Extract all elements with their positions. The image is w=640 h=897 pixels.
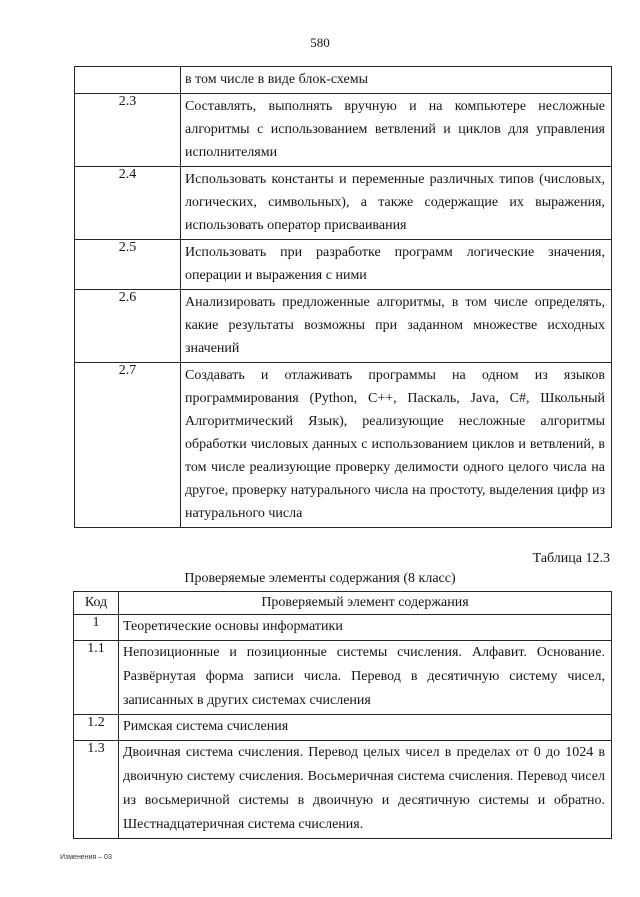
row-code: 1.3 [74, 741, 119, 839]
table-row [74, 715, 612, 741]
footer-revision: Изменения – 03 [60, 854, 112, 861]
table-row [75, 67, 612, 94]
header-element: Проверяемый элемент содержания [119, 592, 612, 615]
table-row [75, 240, 612, 290]
table-row [75, 167, 612, 240]
row-code: 2.5 [75, 240, 181, 290]
row-text: Создавать и отлаживать программы на одном из языков программирования (Python, C++, Паскаль, Java, C#, Школьный Алгоритмический Язык), реализующие несложные алгоритмы обработки числовых данных с использованием циклов и ветвлений, в том числе реализующие проверку делимости одного целого числа на другое, проверку натурального числа на простоту, выделения цифр из натурального числа [181, 363, 612, 528]
row-text: в том числе в виде блок-схемы [181, 67, 612, 94]
table-row [75, 290, 612, 363]
row-text: Римская система счисления [119, 715, 612, 741]
row-code: 1.2 [74, 715, 119, 741]
table-row [74, 741, 612, 839]
header-code: Код [74, 592, 119, 615]
table-title: Проверяемые элементы содержания (8 класс) [184, 571, 456, 586]
row-code: 2.3 [75, 94, 181, 167]
row-code: 2.4 [75, 167, 181, 240]
table-label: Таблица 12.3 [532, 551, 610, 566]
row-text: Составлять, выполнять вручную и на компьютере несложные алгоритмы с использованием ветвлений и циклов для управления исполнителями [181, 94, 612, 167]
row-text: Анализировать предложенные алгоритмы, в том числе определять, какие результаты возможны при заданном множестве исходных значений [181, 290, 612, 363]
row-text: Теоретические основы информатики [119, 615, 612, 641]
row-code [75, 67, 181, 94]
row-code: 1.1 [74, 641, 119, 715]
row-code: 1 [74, 615, 119, 641]
competencies-table-continuation [74, 66, 612, 528]
row-code: 2.7 [75, 363, 181, 528]
table-row [74, 615, 612, 641]
table-row [74, 641, 612, 715]
table-row [75, 94, 612, 167]
row-text: Непозиционные и позиционные системы счисления. Алфавит. Основание. Развёрнутая форма записи числа. Перевод в десятичную систему чисел, записанных в других системах счисления [119, 641, 612, 715]
table-row [75, 363, 612, 528]
page-number: 580 [310, 35, 330, 50]
row-text: Использовать при разработке программ логические значения, операции и выражения с ними [181, 240, 612, 290]
row-text: Двоичная система счисления. Перевод целых чисел в пределах от 0 до 1024 в двоичную систему счисления. Восьмеричная система счисления. Перевод чисел из восьмеричной системы в двоичную и десятичную системы и обратно. Шестнадцатеричная система счисления. [119, 741, 612, 839]
table-header-row [74, 592, 612, 615]
content-elements-table [73, 591, 612, 839]
row-text: Использовать константы и переменные различных типов (числовых, логических, символьных), а также содержащие их выражения, использовать оператор присваивания [181, 167, 612, 240]
row-code: 2.6 [75, 290, 181, 363]
